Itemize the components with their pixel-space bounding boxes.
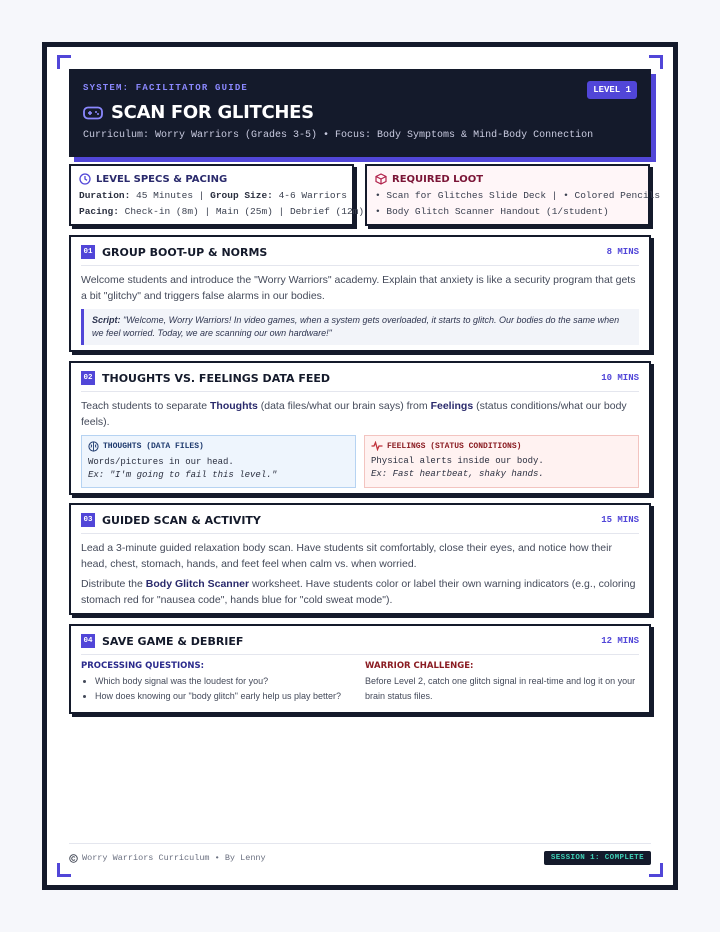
- list-item: • Which body signal was the loudest for you?: [95, 674, 355, 689]
- section-body: Lead a 3-minute guided relaxation body scan. Have students sit comfortably, close their eyes, and notice how their head, chest, stomach, hands, and feet feel when calm vs. when worried.: [81, 542, 612, 570]
- body-text: worksheet. Have students color or label their own warning indicators (e.g., coloring stomach red for "nausea code", hands blue for "cold sweat mode").: [81, 578, 636, 606]
- section-duration: 12 MINS: [601, 636, 639, 646]
- system-label: SYSTEM: FACILITATOR GUIDE: [83, 83, 249, 93]
- level-badge: LEVEL 1: [587, 81, 637, 99]
- processing-questions: [81, 661, 355, 704]
- session-status-badge: SESSION 1: COMPLETE: [544, 851, 651, 865]
- loot-item: • Body Glitch Scanner Handout (1/student): [375, 206, 609, 217]
- body-text: Distribute the: [81, 578, 146, 590]
- corner-bracket-top-right: [649, 55, 663, 69]
- feelings-box-title: FEELINGS (STATUS CONDITIONS): [387, 441, 522, 451]
- thoughts-description: Words/pictures in our head.: [88, 457, 234, 467]
- section-guided-scan: [69, 503, 651, 615]
- section-save-debrief: [69, 624, 651, 714]
- specs-line-duration: [79, 190, 347, 201]
- specs-line-pacing: [79, 206, 365, 217]
- feelings-description: Physical alerts inside our body.: [371, 456, 544, 466]
- page-footer: [69, 843, 651, 865]
- section-number: 02: [81, 371, 95, 385]
- debrief-columns: [81, 661, 639, 704]
- thoughts-example: Ex: "I'm going to fail this level.": [88, 470, 278, 480]
- section-number: 04: [81, 634, 95, 648]
- duration-value: 45 Minutes |: [136, 190, 205, 201]
- section-header: [81, 634, 639, 655]
- section-title: SAVE GAME & DEBRIEF: [102, 634, 244, 648]
- loot-title: REQUIRED LOOT: [392, 173, 484, 185]
- worksheet-name: Body Glitch Scanner: [145, 578, 250, 590]
- section-body: Welcome students and introduce the "Worry Warriors" academy. Explain that anxiety is like a security program that gets a bit "glitchy" and triggers false alarms in our bodies.: [81, 274, 636, 302]
- feelings-example: Ex: Fast heartbeat, shaky hands.: [371, 469, 544, 479]
- section-header: [81, 245, 639, 266]
- thoughts-box-title: THOUGHTS (DATA FILES): [103, 442, 204, 451]
- pulse-icon: [371, 441, 383, 451]
- section-number: 01: [81, 245, 95, 259]
- script-callout: [81, 309, 639, 345]
- header-banner: [69, 69, 651, 157]
- body-text: (status conditions/what our body feels).: [81, 400, 627, 428]
- pacing-value: Check-in (8m) | Main (25m) | Debrief (12m): [124, 206, 365, 217]
- warrior-challenge: [365, 661, 639, 704]
- loot-item: • Scan for Glitches Slide Deck | • Colored Pencils: [375, 190, 661, 201]
- thoughts-term: Thoughts: [210, 400, 258, 412]
- footer-credit-row: [69, 853, 544, 863]
- section-body-worksheet: [81, 576, 639, 608]
- section-duration: 10 MINS: [601, 373, 639, 383]
- section-duration: 15 MINS: [601, 515, 639, 525]
- footer-credit: Worry Warriors Curriculum • By Lenny: [82, 853, 266, 863]
- section-duration: 8 MINS: [606, 247, 639, 257]
- feelings-box-heading: [371, 441, 632, 451]
- title-row: [83, 102, 637, 123]
- body-text: Teach students to separate: [81, 400, 210, 412]
- level-specs-card: [69, 164, 365, 226]
- box-icon: [375, 173, 387, 185]
- pacing-label: Pacing:: [79, 206, 119, 217]
- page-frame: [42, 42, 678, 890]
- specs-title: LEVEL SPECS & PACING: [96, 173, 228, 185]
- section-thoughts-feelings: [69, 361, 651, 495]
- duration-label: Duration:: [79, 190, 131, 201]
- comparison-boxes: [81, 435, 639, 488]
- copyright-icon: [69, 854, 78, 863]
- clock-icon: [79, 173, 91, 185]
- corner-bracket-bottom-left: [57, 863, 71, 877]
- section-group-bootup: [69, 235, 651, 352]
- loot-heading: [375, 173, 640, 185]
- thoughts-box: [81, 435, 356, 488]
- thoughts-box-heading: [88, 441, 349, 452]
- corner-bracket-bottom-right: [649, 863, 663, 877]
- body-text: (data files/what our brain says) from: [257, 400, 431, 412]
- group-size-value: 4-6 Warriors: [278, 190, 347, 201]
- section-title: GUIDED SCAN & ACTIVITY: [102, 513, 261, 527]
- section-title: THOUGHTS VS. FEELINGS DATA FEED: [102, 371, 331, 385]
- warrior-challenge-text: Before Level 2, catch one glitch signal in real-time and log it on your brain status files.: [365, 676, 636, 701]
- corner-bracket-top-left: [57, 55, 71, 69]
- gamepad-icon: [83, 106, 103, 120]
- page-title: SCAN FOR GLITCHES: [111, 102, 314, 123]
- list-item: • How does knowing our "body glitch" early help us play better?: [95, 689, 355, 704]
- feelings-box: [364, 435, 639, 488]
- script-label: Script:: [92, 315, 121, 325]
- brain-icon: [88, 441, 99, 452]
- specs-heading: [79, 173, 344, 185]
- section-body: [81, 398, 639, 430]
- section-header: [81, 371, 639, 392]
- feelings-term: Feelings: [430, 400, 474, 412]
- section-header: [81, 513, 639, 534]
- warrior-challenge-title: WARRIOR CHALLENGE:: [365, 661, 474, 671]
- page-subtitle: Curriculum: Worry Warriors (Grades 3-5) • Focus: Body Symptoms & Mind-Body Connection: [83, 130, 594, 141]
- group-size-label: Group Size:: [210, 190, 273, 201]
- required-loot-card: [365, 164, 661, 226]
- section-title: GROUP BOOT-UP & NORMS: [102, 245, 268, 259]
- section-number: 03: [81, 513, 95, 527]
- questions-list: [81, 674, 355, 704]
- processing-questions-title: PROCESSING QUESTIONS:: [81, 661, 204, 671]
- script-text: "Welcome, Worry Warriors! In video games, when a system gets overloaded, it starts to glitch. Our bodies do the same when we feel worried. Today, we are scanning our own hardware!": [92, 315, 620, 338]
